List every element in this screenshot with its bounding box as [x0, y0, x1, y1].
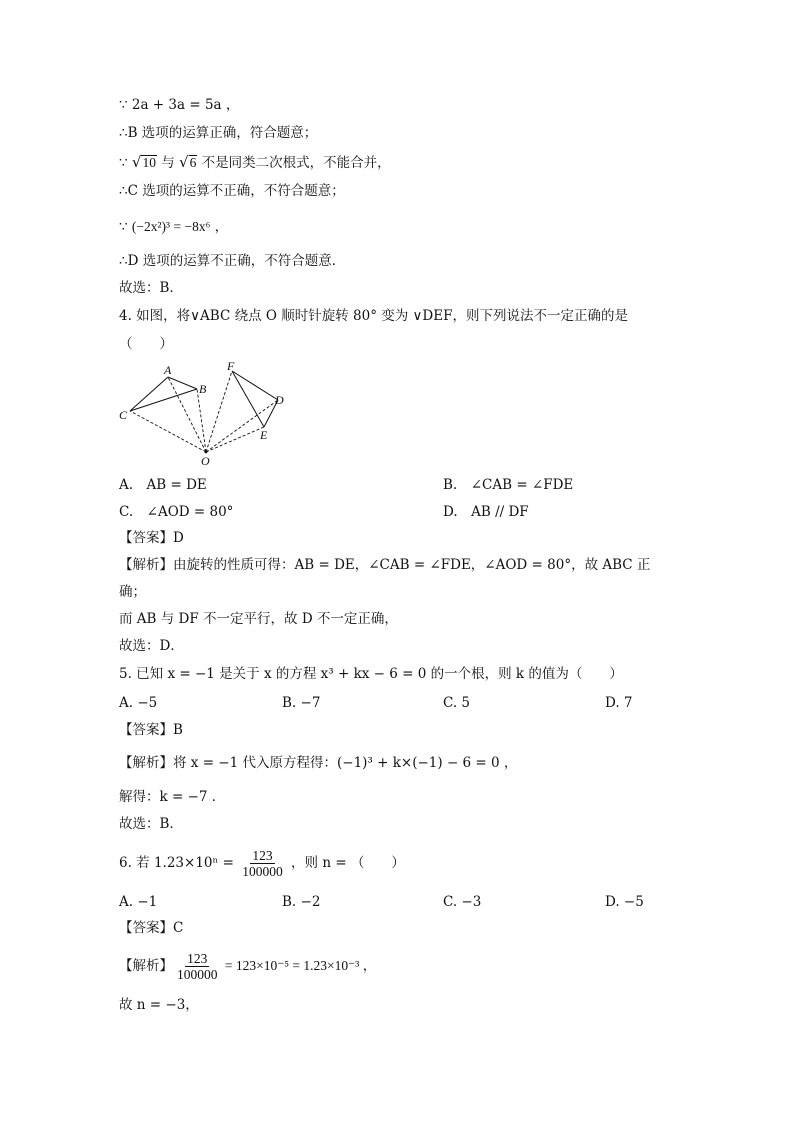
math-expression: = 123×10⁻⁵ = 1.23×10⁻³ ， — [221, 958, 377, 973]
text-line: ∵ 2a + 3a = 5a ， — [119, 97, 240, 113]
analysis-line: 【解析】将 x = −1 代入原方程得：(−1)³ + k×(−1) − 6 = 0 ， — [119, 755, 518, 771]
option-b: B. −2 — [282, 894, 321, 910]
analysis-line — [119, 948, 376, 984]
option-d: D. 7 — [605, 695, 633, 711]
text-line — [119, 152, 391, 173]
option-b: B. ∠CAB = ∠FDE — [443, 477, 574, 493]
text-seg: 6. 若 1.23×10ⁿ = — [119, 855, 239, 871]
math-expression: (−2x²)³ = −8x⁶ — [131, 219, 211, 234]
question-5-stem: 5. 已知 x = −1 是关于 x 的方程 x³ + kx − 6 = 0 的一个根，则 k 的值为（ ） — [119, 666, 623, 682]
text-seg: ，则 n = （ ） — [286, 855, 405, 871]
rotation-figure — [114, 358, 294, 470]
conclude-line: 故 n = −3， — [119, 997, 199, 1013]
solve-line: 解得：k = −7 ． — [119, 789, 226, 805]
analysis-line: 而 AB 与 DF 不一定平行，故 D 不一定正确， — [119, 611, 398, 627]
question-4-stem: 4. 如图，将∨ABC 绕点 O 顺时针旋转 80° 变为 ∨DEF，则下列说法不一定正确的是 — [119, 308, 628, 324]
text-seg: ∵ — [119, 219, 132, 235]
fraction-denominator: 100000 — [242, 864, 283, 879]
point-label-d: D — [275, 393, 284, 407]
option-b: B. −7 — [282, 695, 321, 711]
fraction — [175, 951, 220, 982]
radical-icon: √ — [131, 153, 142, 171]
text-line: ∴C 选项的运算不正确，不符合题意； — [119, 183, 345, 199]
point-label-o: O — [201, 454, 210, 468]
fraction-denominator: 100000 — [177, 967, 218, 982]
point-label-b: B — [199, 382, 207, 396]
option-a: A. AB = DE — [119, 477, 207, 493]
text-seg: ∵ — [119, 155, 132, 171]
text-line — [119, 217, 228, 237]
choose-line: 故选：D． — [119, 638, 184, 654]
point-label-c: C — [119, 408, 128, 422]
radicand: 6 — [189, 155, 197, 170]
text-line: 故选：B． — [119, 280, 183, 296]
choose-line: 故选：B． — [119, 816, 183, 832]
point-label-a: A — [164, 363, 172, 377]
option-c: C. ∠AOD = 80° — [119, 504, 234, 520]
question-6-stem — [119, 845, 405, 881]
fraction-numerator: 123 — [252, 848, 273, 863]
analysis-line: 【解析】由旋转的性质可得：AB = DE，∠CAB = ∠FDE，∠AOD = 80°，故 ABC 正 — [119, 557, 651, 573]
text-seg: 【解析】 — [119, 958, 173, 974]
option-a: A. −5 — [119, 695, 158, 711]
point-label-f: F — [227, 359, 235, 373]
option-d: D. AB // DF — [443, 504, 529, 520]
text-line: ∴D 选项的运算不正确，不符合题意． — [119, 253, 346, 269]
fraction-numerator: 123 — [187, 951, 208, 966]
answer-line: 【答案】C — [119, 920, 184, 936]
radical-icon: √ — [179, 153, 189, 171]
question-4-paren: （ ） — [119, 336, 173, 352]
fraction — [240, 848, 285, 879]
text-seg: 与 — [156, 155, 180, 171]
radicand: 10 — [142, 155, 156, 170]
answer-line: 【答案】D — [119, 530, 184, 546]
option-d: D. −5 — [605, 894, 644, 910]
analysis-line: 确； — [119, 584, 146, 600]
option-a: A. −1 — [119, 894, 158, 910]
option-c: C. 5 — [443, 695, 471, 711]
option-c: C. −3 — [443, 894, 482, 910]
text-line: ∴B 选项的运算正确，符合题意； — [119, 125, 318, 141]
text-seg: 不是同类二次根式，不能合并， — [197, 155, 391, 171]
text-seg: ， — [210, 219, 229, 235]
point-label-e: E — [260, 428, 268, 442]
answer-line: 【答案】B — [119, 722, 183, 738]
